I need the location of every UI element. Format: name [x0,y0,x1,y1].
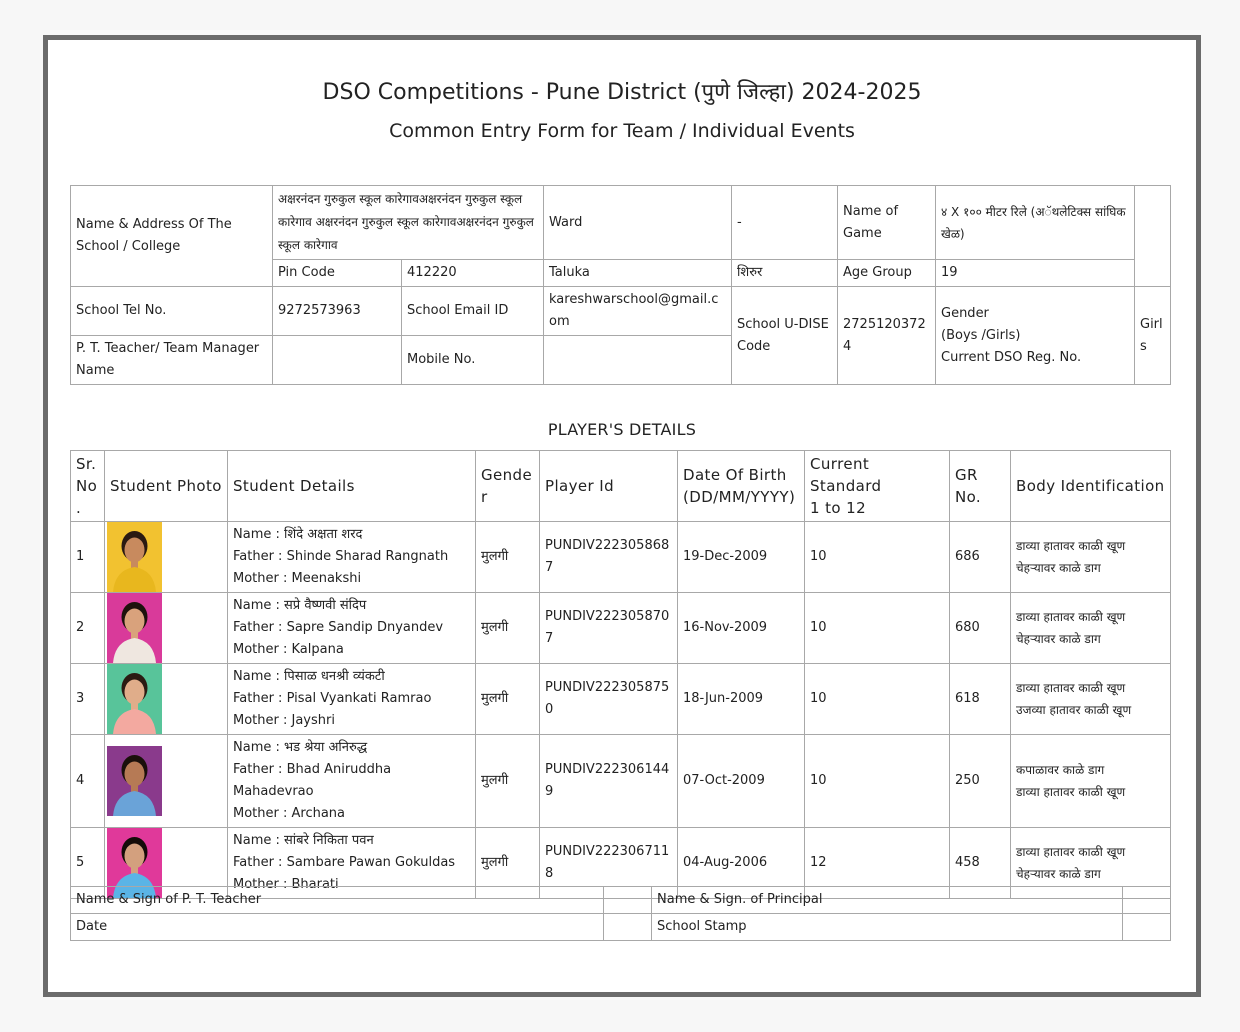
pincode-value: 412220 [402,260,544,287]
dob-cell: 07-Oct-2009 [678,735,805,828]
sr-no: 4 [71,735,105,828]
page-subtitle: Common Entry Form for Team / Individual Events [389,120,855,142]
player-id-cell: PUNDIV2223058750 [540,664,678,735]
players-table [70,450,1171,899]
school-stamp-field [1123,914,1171,941]
body-mark: डाव्या हातावर काळी खूण [1016,539,1126,553]
standard-cell: 10 [805,664,950,735]
empty-cell [1135,186,1171,287]
school-stamp-label: School Stamp [652,914,1123,941]
dso-reg-label: Current DSO Reg. No. [941,349,1082,365]
student-name: Name : पिसाळ धनश्री व्यंकटी [233,669,385,684]
body-mark: चेहऱ्यावर काळे डाग [1016,561,1101,575]
page-title: DSO Competitions - Pune District (पुणे जिल्हा) 2024-2025 [322,80,922,105]
body-mark: कपाळावर काळे डाग [1016,763,1105,777]
body-mark: डाव्या हातावर काळी खूण [1016,681,1126,695]
father-name: Father : Shinde Sharad Rangnath [233,549,449,564]
player-id-cell: PUNDIV2223058707 [540,593,678,664]
student-name: Name : सप्रे वैष्णवी संदिप [233,598,367,613]
col-photo: Student Photo [105,451,228,522]
dob-cell: 19-Dec-2009 [678,522,805,593]
photo-cell [105,735,228,828]
gender-cell: मुलगी [476,664,540,735]
email-value: kareshwarschool@gmail.com [544,287,732,336]
student-details [228,593,476,664]
player-row [71,522,1171,593]
gr-cell: 250 [950,735,1011,828]
pt-teacher-sign-label: Name & Sign of P. T. Teacher [71,887,604,914]
gender-label [936,287,1135,385]
standard-cell: 12 [805,828,950,899]
student-name: Name : सांबरे निकिता पवन [233,833,374,848]
email-label: School Email ID [402,287,544,336]
age-group-label: Age Group [838,260,936,287]
sr-no: 1 [71,522,105,593]
tel-label: School Tel No. [71,287,273,336]
dob-cell: 04-Aug-2006 [678,828,805,899]
date-label: Date [71,914,604,941]
body-mark: डाव्या हातावर काळी खूण [1016,610,1126,624]
signature-table [70,886,1171,941]
gr-cell: 618 [950,664,1011,735]
mother-name: Mother : Meenakshi [233,571,362,586]
player-row [71,735,1171,828]
form-page [43,35,1201,997]
gender-label-line: Gender [941,305,989,321]
body-identification [1011,522,1171,593]
col-details: Student Details [228,451,476,522]
body-mark: चेहऱ्यावर काळे डाग [1016,867,1101,881]
pt-teacher-value [273,336,402,385]
mobile-value [544,336,732,385]
game-value: ४ X १०० मीटर रिले (अॅथलेटिक्स सांघिक खेळ) [936,186,1135,260]
col-dob-line: Date Of Birth [683,466,787,484]
standard-cell: 10 [805,735,950,828]
gender-cell: मुलगी [476,828,540,899]
col-dob [678,451,805,522]
col-standard-range: 1 to 12 [810,499,867,517]
student-details [228,522,476,593]
father-name: Father : Sapre Sandip Dnyandev [233,620,444,635]
col-gr: GR No. [950,451,1011,522]
body-mark: चेहऱ्यावर काळे डाग [1016,632,1101,646]
age-group-value: 19 [936,260,1135,287]
col-standard-line: Current Standard [810,455,882,495]
pt-teacher-label: P. T. Teacher/ Team Manager Name [71,336,273,385]
ward-label: Ward [544,186,732,260]
father-name: Father : Pisal Vyankati Ramrao [233,691,432,706]
student-photo [107,522,162,592]
taluka-value: शिरुर [732,260,838,287]
pt-teacher-sign-field [604,887,652,914]
student-name: Name : भड श्रेया अनिरुद्ध [233,740,368,755]
principal-sign-label: Name & Sign. of Principal [652,887,1123,914]
udise-label: School U-DISE Code [732,287,838,385]
photo-cell [105,593,228,664]
student-name: Name : शिंदे अक्षता शरद [233,527,363,542]
student-photo [107,664,162,734]
school-name-label: Name & Address Of The School / College [71,186,273,287]
col-player-id: Player Id [540,451,678,522]
dob-cell: 16-Nov-2009 [678,593,805,664]
gender-label-line: (Boys /Girls) [941,327,1021,343]
gender-cell: मुलगी [476,735,540,828]
sr-no: 3 [71,664,105,735]
gender-cell: मुलगी [476,593,540,664]
standard-cell: 10 [805,522,950,593]
player-id-cell: PUNDIV2223061449 [540,735,678,828]
players-section-title: PLAYER'S DETAILS [547,420,697,439]
col-sr: Sr. No. [71,451,105,522]
sr-no: 2 [71,593,105,664]
body-identification [1011,664,1171,735]
game-label: Name of Game [838,186,936,260]
taluka-label: Taluka [544,260,732,287]
mother-name: Mother : Kalpana [233,642,344,657]
col-body: Body Identification [1011,451,1171,522]
father-name: Father : Sambare Pawan Gokuldas [233,855,456,870]
body-mark: उजव्या हातावर काळी खूण [1016,703,1132,717]
body-mark: डाव्या हातावर काळी खूण [1016,785,1126,799]
student-photo [107,593,162,663]
student-details [228,735,476,828]
gr-cell: 680 [950,593,1011,664]
sr-no: 5 [71,828,105,899]
student-details [228,664,476,735]
player-id-cell: PUNDIV2223058687 [540,522,678,593]
col-dob-format: (DD/MM/YYYY) [683,488,796,506]
mobile-label: Mobile No. [402,336,544,385]
gender-cell: मुलगी [476,522,540,593]
ward-value: - [732,186,838,260]
udise-value: 27251203724 [838,287,936,385]
gr-cell: 458 [950,828,1011,899]
photo-cell [105,664,228,735]
mother-name: Mother : Bharati [233,877,339,892]
photo-cell [105,522,228,593]
player-row [71,593,1171,664]
school-info-table [70,185,1171,385]
body-mark: डाव्या हातावर काळी खूण [1016,845,1126,859]
dob-cell: 18-Jun-2009 [678,664,805,735]
date-field [604,914,652,941]
pincode-label: Pin Code [273,260,402,287]
standard-cell: 10 [805,593,950,664]
father-name: Father : Bhad Aniruddha Mahadevrao [233,762,392,799]
principal-sign-field [1123,887,1171,914]
gr-cell: 686 [950,522,1011,593]
tel-value: 9272573963 [273,287,402,336]
mother-name: Mother : Archana [233,806,346,821]
gender-value: Girls [1135,287,1171,385]
body-identification [1011,735,1171,828]
col-gender: Gender [476,451,540,522]
student-photo [107,746,162,816]
col-standard [805,451,950,522]
player-row [71,664,1171,735]
mother-name: Mother : Jayshri [233,713,335,728]
school-name-value: अक्षरनंदन गुरुकुल स्कूल कारेगावअक्षरनंदन गुरुकुल स्कूल कारेगाव अक्षरनंदन गुरुकुल स्कूल कारेगावअक्षरनंदन गुरुकुल स्कूल कारेगाव [273,186,544,260]
body-identification [1011,593,1171,664]
player-id-cell: PUNDIV2223067118 [540,828,678,899]
